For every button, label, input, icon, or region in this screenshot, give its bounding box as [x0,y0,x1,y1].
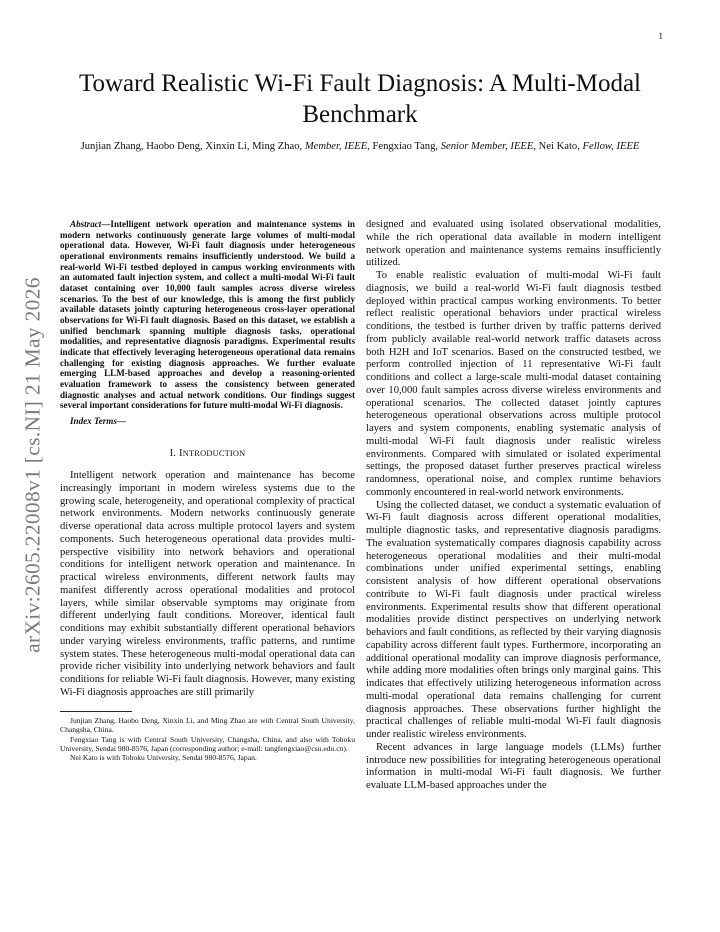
abstract-text: Intelligent network operation and maintenance systems in modern networks continuously generate large volumes of multi-modal operational data. However, Wi-Fi fault diagnosis under heterogeneous operational environments remains insufficiently understood. We build a real-world Wi-Fi testbed deployed in campus working environments with an automated fault injection system, and collect a multi-modal Wi-Fi fault dataset containing over 10,000 fault samples across diverse wireless scenarios. To the best of our knowledge, this is among the first publicly available datasets jointly capturing heterogeneous cross-layer operational observations for Wi-Fi fault diagnosis. Based on this dataset, we establish a unified benchmark spanning multiple diagnosis tasks, operational modalities, and representative diagnosis paradigms. Experimental results indicate that effectively leveraging heterogeneous operational data remains challenging for existing diagnosis approaches. We further evaluate emerging LLM-based approaches and develop a reasoning-oriented evaluation framework to assess the consistency between generated diagnostic analyses and actual network conditions. Our findings suggest several important considerations for future multi-modal Wi-Fi diagnosis. [60,219,355,411]
left-column [60,219,355,763]
abstract [60,219,355,411]
index-terms-label: Index Terms [70,415,117,426]
author-names-3: , Nei Kato, [533,141,583,152]
footnote-corresponding: Fengxiao Tang is with Central South University, Changsha, China, and also with Tohoku University, Sendai 980-8576, Japan (corresponding author; e-mail: tangfengxiao@csu.edu.cn). [60,734,355,753]
right-paragraph-testbed: To enable realistic evaluation of multi-modal Wi-Fi fault diagnosis, we build a real-world Wi-Fi fault diagnosis testbed deployed within practical campus working environments. To better reflect realistic operational behaviors under practical wireless conditions, the testbed is further driven by traffic patterns derived from publicly available real-world network traffic datasets across both H2H and IoT scenarios. Based on the constructed testbed, we perform controlled injection of 11 representative Wi-Fi fault conditions and collect a large-scale multi-modal dataset containing over 10,000 fault samples across diverse wireless environments and operational scenarios. The collected dataset jointly captures heterogeneous operational observations across multiple protocol layers and system components, enabling systematic analysis of multi-modal Wi-Fi fault diagnosis under realistic wireless environments. Compared with simulated or isolated experimental settings, the proposed dataset further preserves practical wireless randomness, operational noise, and complex runtime behaviors commonly encountered in real-world network environments. [366,270,661,498]
section-heading-introduction [60,448,355,461]
paper-title: Toward Realistic Wi-Fi Fault Diagnosis: A Multi-Modal Benchmark [78,70,642,128]
index-terms-dash: — [116,415,127,426]
author-membership-1: Member, IEEE [304,141,368,152]
right-column [366,219,661,793]
page-number: 1 [658,31,663,41]
section-number: I. [169,448,179,460]
arxiv-identifier: arXiv:2605.22008v1 [cs.NI] 21 May 2026 [20,277,45,653]
abstract-label: Abstract [70,219,102,229]
footnote-rule [60,711,132,712]
author-names-1: Junjian Zhang, Haobo Deng, Xinxin Li, Ming Zhao, [80,141,305,152]
right-paragraph-continued: designed and evaluated using isolated observational modalities, while the rich operational data available in modern intelligent network operation and maintenance systems remains insufficiently utilized. [366,219,661,269]
section-title-initial: I [179,448,183,460]
author-membership-2: Senior Member, IEEE [440,141,534,152]
right-paragraph-llm: Recent advances in large language models (LLMs) further introduce new possibilities for integrating heterogeneous operational information in multi-modal Wi-Fi fault diagnosis. We further evaluate LLM-based approaches under the [366,741,661,791]
index-terms [60,416,355,427]
intro-paragraph: Intelligent network operation and maintenance has become increasingly important in modern wireless systems due to the growing scale, heterogeneity, and operational complexity of practical network environments. Modern networks continuously generate diverse operational data across multiple protocol layers and system components. Such heterogeneous operational data provides multi-perspective visibility into network behaviors and operational conditions for intelligent network operation and maintenance. In practical wireless environments, different network faults may manifest differently across operational modalities and protocol layers, while similar observable symptoms may originate from different underlying fault conditions. Moreover, identical fault conditions may exhibit substantially different operational behaviors under varying wireless environments, traffic patterns, and runtime system states. These heterogeneous multi-modal operational data can provide richer visibility into underlying network behaviors and fault conditions for reliable Wi-Fi fault diagnosis. However, many existing Wi-Fi diagnosis approaches are still primarily [60,470,355,698]
footnote-kato: Nei Kato is with Tohoku University, Sendai 980-8576, Japan. [70,753,257,763]
author-membership-3: Fellow, IEEE [582,141,640,152]
footnote-authors: Junjian Zhang, Haobo Deng, Xinxin Li, and Ming Zhao are with Central South University, Changsha, China. [60,715,355,735]
right-paragraph-evaluation: Using the collected dataset, we conduct a systematic evaluation of Wi-Fi fault diagnosis across different operational modalities, multiple diagnostic tasks, and representative diagnosis paradigms. The evaluation systematically compares diagnosis capability across heterogeneous operational modalities and their multi-modal combinations under unified experimental settings, enabling consistent analysis of how different operational observations contribute to Wi-Fi fault diagnosis under practical wireless environments. Experimental results show that different operational modalities provide distinct perspectives on underlying network behaviors and fault conditions, as reflected by their varying diagnosis capability across different fault types. Furthermore, incorporating an additional operational modality can improve diagnosis performance, while adding more modalities often brings only marginal gains. This indicates that effectively utilizing heterogeneous information across multi-modal operational data remains challenging for current diagnosis approaches. These observations further highlight the practical challenges of reliable multi-modal Wi-Fi fault diagnosis under realistic wireless environments. [366,499,661,740]
abstract-dash: — [101,219,111,229]
author-list [60,140,660,154]
section-title-rest: NTRODUCTION [182,449,246,459]
author-names-2: , Fengxiao Tang, [367,141,441,152]
